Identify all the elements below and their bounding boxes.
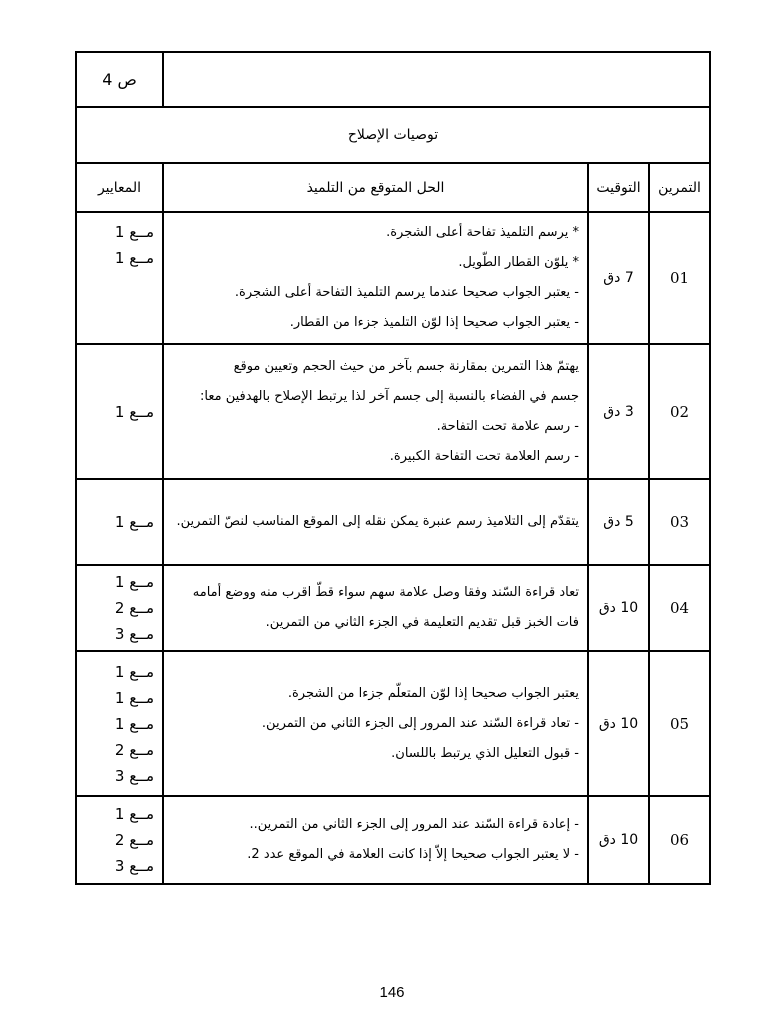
table-row: [76, 651, 710, 796]
exercise-number: 03: [649, 479, 710, 565]
answer-line: - يعتبر الجواب صحيحا إذا لوّن التلميذ جزءا من القطار.: [289, 315, 579, 330]
answer-line: يعتبر الجواب صحيحا إذا لوّن المتعلّم جزءا من الشجرة.: [287, 685, 579, 701]
criterion-label: مــع 1: [114, 513, 154, 531]
criterion-label: مــع 2: [114, 740, 154, 759]
table-row: [76, 479, 710, 565]
answer-line: - يعتبر الجواب صحيحا عندما يرسم التلميذ التفاحة أعلى الشجرة.: [234, 285, 579, 300]
criterion-label: مــع 1: [114, 688, 154, 707]
criteria-cell: [76, 479, 163, 565]
header-blank-cell: [163, 52, 710, 107]
page-label: ص 4: [76, 52, 163, 107]
answer-line: - لا يعتبر الجواب صحيحا إلاّ إذا كانت العلامة في الموقع عدد 2.: [247, 847, 579, 862]
answer-line: يهتمّ هذا التمرين بمقارنة جسم بآخر من حيث الحجم وتعيين موقع: [233, 358, 579, 374]
criterion-label: مــع 2: [114, 831, 154, 849]
time-cell: 7 دق: [588, 212, 649, 344]
exercise-number: 01: [649, 212, 710, 344]
exercise-number: 06: [649, 796, 710, 884]
column-header-exercise: التمرين: [649, 163, 710, 212]
answer-line: تعاد قراءة السّند وفقا وصل علامة سهم سواء قطّ اقرب منه ووضع أمامه: [192, 585, 579, 600]
table-row: [76, 796, 710, 884]
criterion-label: مــع 3: [114, 625, 154, 643]
column-header-time: التوقيت: [588, 163, 649, 212]
table-row: [76, 212, 710, 344]
time-cell: 10 دق: [588, 651, 649, 796]
expected-answer-cell: [163, 651, 588, 796]
expected-answer-cell: [163, 479, 588, 565]
table-row: [76, 344, 710, 479]
expected-answer-cell: [163, 344, 588, 479]
criterion-label: مــع 2: [114, 599, 154, 617]
answer-line: - قبول التعليل الذي يرتبط باللسان.: [391, 745, 579, 761]
time-cell: 10 دق: [588, 565, 649, 651]
criterion-label: مــع 1: [114, 714, 154, 733]
table-row: [76, 565, 710, 651]
exercise-number: 05: [649, 651, 710, 796]
criteria-cell: [76, 796, 163, 884]
correction-recommendations-table: [75, 51, 711, 885]
criterion-label: مــع 1: [114, 402, 154, 421]
expected-answer-cell: [163, 212, 588, 344]
criteria-cell: [76, 565, 163, 651]
criterion-label: مــع 3: [114, 857, 154, 875]
criteria-cell: [76, 651, 163, 796]
answer-line: * يرسم التلميذ تفاحة أعلى الشجرة.: [386, 225, 579, 240]
column-header-criteria: المعايير: [76, 163, 163, 212]
page-header-row: [76, 52, 710, 107]
expected-answer-cell: [163, 565, 588, 651]
table-title: توصيات الإصلاح: [76, 107, 710, 163]
answer-line: - رسم علامة تحت التفاحة.: [436, 418, 579, 434]
answer-line: - إعادة قراءة السّند عند المرور إلى الجزء الثاني من التمرين..: [249, 817, 579, 832]
answer-line: * يلوّن القطار الطّويل.: [458, 255, 579, 270]
time-cell: 5 دق: [588, 479, 649, 565]
criterion-label: مــع 1: [114, 805, 154, 823]
criterion-label: مــع 1: [114, 662, 154, 681]
page-number: 146: [379, 984, 405, 1001]
criteria-cell: [76, 212, 163, 344]
time-cell: 10 دق: [588, 796, 649, 884]
criteria-cell: [76, 344, 163, 479]
column-header-expected-answer: الحل المتوقع من التلميذ: [163, 163, 588, 212]
exercise-number: 04: [649, 565, 710, 651]
criterion-label: مــع 1: [114, 249, 154, 267]
expected-answer-cell: [163, 796, 588, 884]
criterion-label: مــع 3: [114, 766, 154, 785]
criterion-label: مــع 1: [114, 573, 154, 591]
column-header-row: [76, 163, 710, 212]
time-cell: 3 دق: [588, 344, 649, 479]
title-row: [76, 107, 710, 163]
answer-line: فات الخبز قبل تقديم التعليمة في الجزء الثاني من التمرين.: [265, 615, 579, 630]
answer-line: - تعاد قراءة السّند عند المرور إلى الجزء الثاني من التمرين.: [261, 715, 579, 731]
answer-line: يتقدّم إلى التلاميذ رسم عنبرة يمكن نقله إلى الموقع المناسب لنصّ التمرين.: [176, 514, 579, 529]
criterion-label: مــع 1: [114, 223, 154, 241]
exercise-number: 02: [649, 344, 710, 479]
answer-line: جسم في الفضاء بالنسبة إلى جسم آخر لذا يرتبط الإصلاح بالهدفين معا:: [200, 388, 579, 404]
answer-line: - رسم العلامة تحت التفاحة الكبيرة.: [389, 448, 579, 464]
